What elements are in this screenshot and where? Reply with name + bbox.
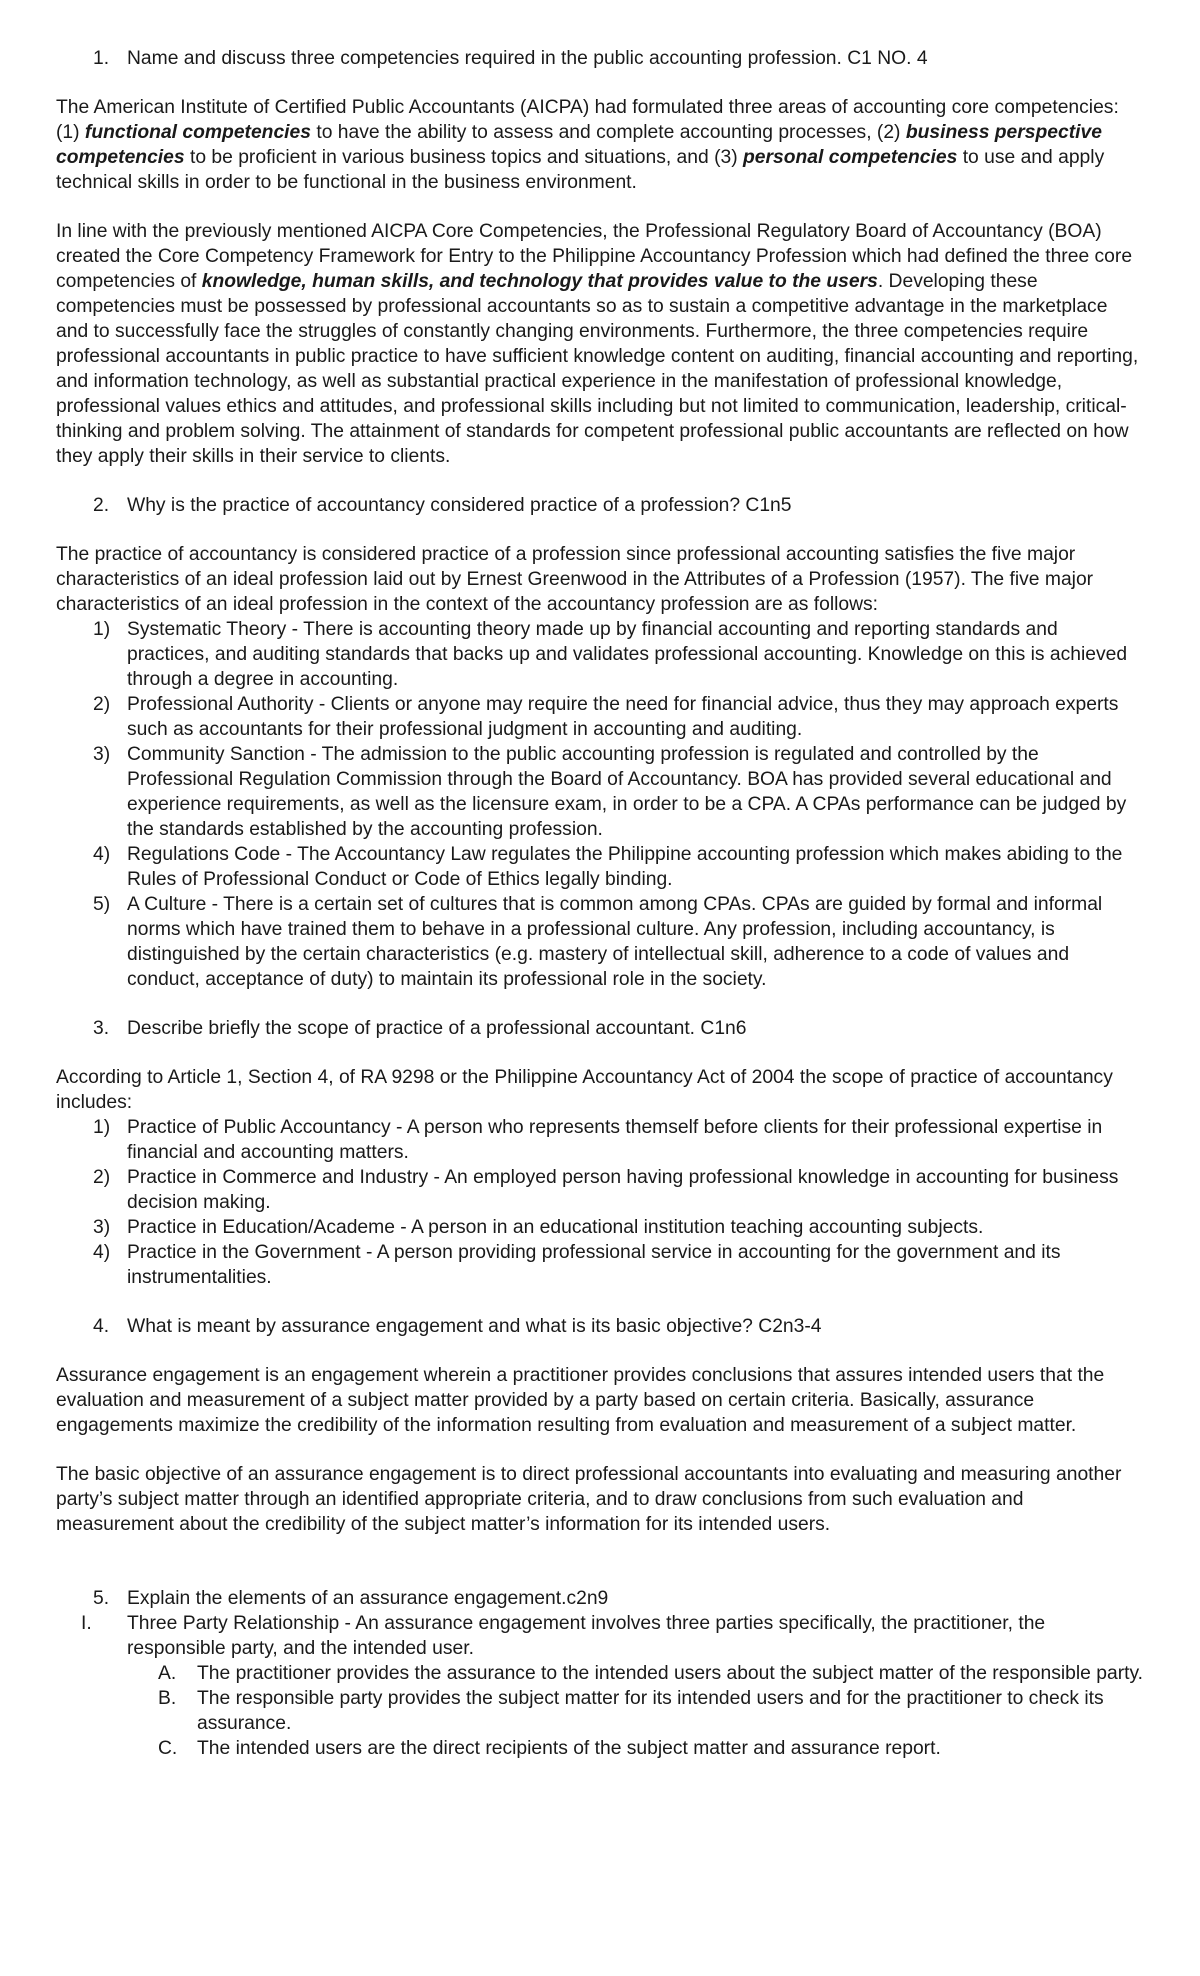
list-marker: A.	[158, 1663, 177, 1684]
body-text: In line with the previously mentioned AICPA Core Competencies, the Professional Regulatory Board of Accountancy (BOA) created the Core Competency Framework for Entry to the Philippine Accountancy Profession which had defined the three core competencies of	[56, 221, 1133, 292]
question-1	[56, 46, 1144, 71]
elements-list	[56, 1611, 1144, 1661]
list-marker: 3)	[93, 1217, 111, 1238]
list-item	[56, 742, 1144, 842]
list-item	[56, 692, 1144, 742]
question-number: 1.	[93, 48, 110, 69]
list-marker: I.	[81, 1613, 92, 1634]
question-3	[56, 1016, 1144, 1041]
question-number: 3.	[93, 1018, 110, 1039]
question-number: 5.	[93, 1588, 110, 1609]
question-4	[56, 1314, 1144, 1339]
list-item-text: The intended users are the direct recipients of the subject matter and assurance report.	[197, 1738, 941, 1759]
list-item-text: Three Party Relationship - An assurance engagement involves three parties specifically, the practitioner, the responsible party, and the intended user.	[127, 1613, 1046, 1659]
list-item-text: Community Sanction - The admission to the public accounting profession is regulated and controlled by the Professional Regulation Commission through the Board of Accountancy. BOA has provided several educational and experience requirements, as well as the licensure exam, in order to be a CPA. A CPAs performance can be judged by the standards established by the accounting profession.	[127, 744, 1127, 840]
list-item	[56, 1215, 1144, 1240]
question-number: 4.	[93, 1316, 110, 1337]
emphasis-text: personal competencies	[743, 147, 958, 168]
list-item	[56, 617, 1144, 692]
question-text: Explain the elements of an assurance engagement.c2n9	[127, 1588, 609, 1609]
list-marker: 2)	[93, 1167, 111, 1188]
list-item-text: Practice in the Government - A person providing professional service in accounting for the government and its instrumentalities.	[127, 1242, 1061, 1288]
list-item-text: Practice in Commerce and Industry - An employed person having professional knowledge in accounting for business decision making.	[127, 1167, 1119, 1213]
list-marker: C.	[158, 1738, 178, 1759]
list-marker: 2)	[93, 694, 111, 715]
body-text: The American Institute of Certified Public Accountants (AICPA) had formulated three areas of accounting core competencies: (1)	[56, 97, 1119, 143]
list-item-text: Professional Authority - Clients or anyone may require the need for financial advice, thus they may approach experts such as accountants for their professional judgment in accounting and auditing.	[127, 694, 1119, 740]
question-5	[56, 1586, 1144, 1611]
question-2	[56, 493, 1144, 518]
body-text: . Developing these competencies must be possessed by professional accountants so as to sustain a competitive advantage in the marketplace and to successfully face the struggles of constantly changing environments. Furthermore, the three competencies require professional accountants in public practice to have sufficient knowledge content on auditing, financial accounting and reporting, and information technology, as well as substantial practical experience in the manifestation of professional knowledge, professional values ethics and attitudes, and professional skills including but not limited to communication, leadership, critical-thinking and problem solving. The attainment of standards for competent professional public accountants are reflected on how they apply their skills in their service to clients.	[56, 271, 1139, 467]
answer-1-paragraph-2	[56, 219, 1144, 469]
list-item	[56, 1115, 1144, 1165]
list-marker: 3)	[93, 744, 111, 765]
list-item-text: Practice in Education/Academe - A person in an educational institution teaching accounting subjects.	[127, 1217, 984, 1238]
answer-4-paragraph-1: Assurance engagement is an engagement wherein a practitioner provides conclusions that assures intended users that the evaluation and measurement of a subject matter provided by a party based on certain criteria. Basically, assurance engagements maximize the credibility of the information resulting from evaluation and measurement of a subject matter.	[56, 1365, 1105, 1436]
list-marker: 4)	[93, 844, 111, 865]
question-text: What is meant by assurance engagement and what is its basic objective? C2n3-4	[127, 1316, 822, 1337]
body-text: to have the ability to assess and complete accounting processes, (2)	[311, 122, 906, 143]
list-marker: 5)	[93, 894, 111, 915]
emphasis-text: knowledge, human skills, and technology that provides value to the users	[201, 271, 878, 292]
list-item	[56, 1686, 1144, 1736]
list-item	[56, 1661, 1144, 1686]
list-item	[56, 1240, 1144, 1290]
list-item	[56, 1736, 1144, 1761]
question-number: 2.	[93, 495, 110, 516]
list-marker: 1)	[93, 1117, 111, 1138]
list-item-text: A Culture - There is a certain set of cultures that is common among CPAs. CPAs are guided by formal and informal norms which have trained them to behave in a professional culture. Any profession, including accountancy, is distinguished by the certain characteristics (e.g. mastery of intellectual skill, adherence to a code of values and conduct, acceptance of duty) to maintain its professional role in the society.	[127, 894, 1103, 990]
list-item-text: Practice of Public Accountancy - A person who represents themself before clients for their professional expertise in financial and accounting matters.	[127, 1117, 1103, 1163]
list-item-text: Systematic Theory - There is accounting theory made up by financial accounting and reporting standards and practices, and auditing standards that backs up and validates professional accounting. Knowledge on this is achieved through a degree in accounting.	[127, 619, 1128, 690]
emphasis-text: functional competencies	[84, 122, 311, 143]
body-text: to use and apply technical skills in order to be functional in the business environment.	[56, 147, 1105, 193]
question-text: Name and discuss three competencies required in the public accounting profession. C1 NO. 4	[127, 48, 928, 69]
answer-2-intro: The practice of accountancy is considered practice of a profession since professional accounting satisfies the five major characteristics of an ideal profession laid out by Ernest Greenwood in the Attributes of a Profession (1957). The five major characteristics of an ideal profession in the context of the accountancy profession are as follows:	[56, 544, 1094, 615]
list-marker: 4)	[93, 1242, 111, 1263]
list-marker: 1)	[93, 619, 111, 640]
scope-list	[56, 1115, 1144, 1290]
list-item	[56, 892, 1144, 992]
list-item-text: Regulations Code - The Accountancy Law regulates the Philippine accounting profession which makes abiding to the Rules of Professional Conduct or Code of Ethics legally binding.	[127, 844, 1123, 890]
question-text: Describe briefly the scope of practice of a professional accountant. C1n6	[127, 1018, 747, 1039]
list-item	[56, 1611, 1144, 1661]
list-item	[56, 842, 1144, 892]
characteristics-list	[56, 617, 1144, 992]
list-item	[56, 1165, 1144, 1215]
answer-3-intro: According to Article 1, Section 4, of RA 9298 or the Philippine Accountancy Act of 2004 the scope of practice of accountancy includes:	[56, 1067, 1113, 1113]
body-text: to be proficient in various business topics and situations, and (3)	[184, 147, 744, 168]
question-text: Why is the practice of accountancy considered practice of a profession? C1n5	[127, 495, 792, 516]
answer-4-paragraph-2: The basic objective of an assurance engagement is to direct professional accountants into evaluating and measuring another party’s subject matter through an identified appropriate criteria, and to draw conclusions from such evaluation and measurement about the credibility of the subject matter’s information for its intended users.	[56, 1464, 1122, 1535]
emphasis-text: business perspective competencies	[56, 122, 1102, 168]
answer-1-paragraph-1	[56, 95, 1144, 195]
list-marker: B.	[158, 1688, 177, 1709]
list-item-text: The responsible party provides the subject matter for its intended users and for the practitioner to check its assurance.	[197, 1688, 1104, 1734]
parties-list	[56, 1661, 1144, 1761]
list-item-text: The practitioner provides the assurance to the intended users about the subject matter of the responsible party.	[197, 1663, 1144, 1684]
